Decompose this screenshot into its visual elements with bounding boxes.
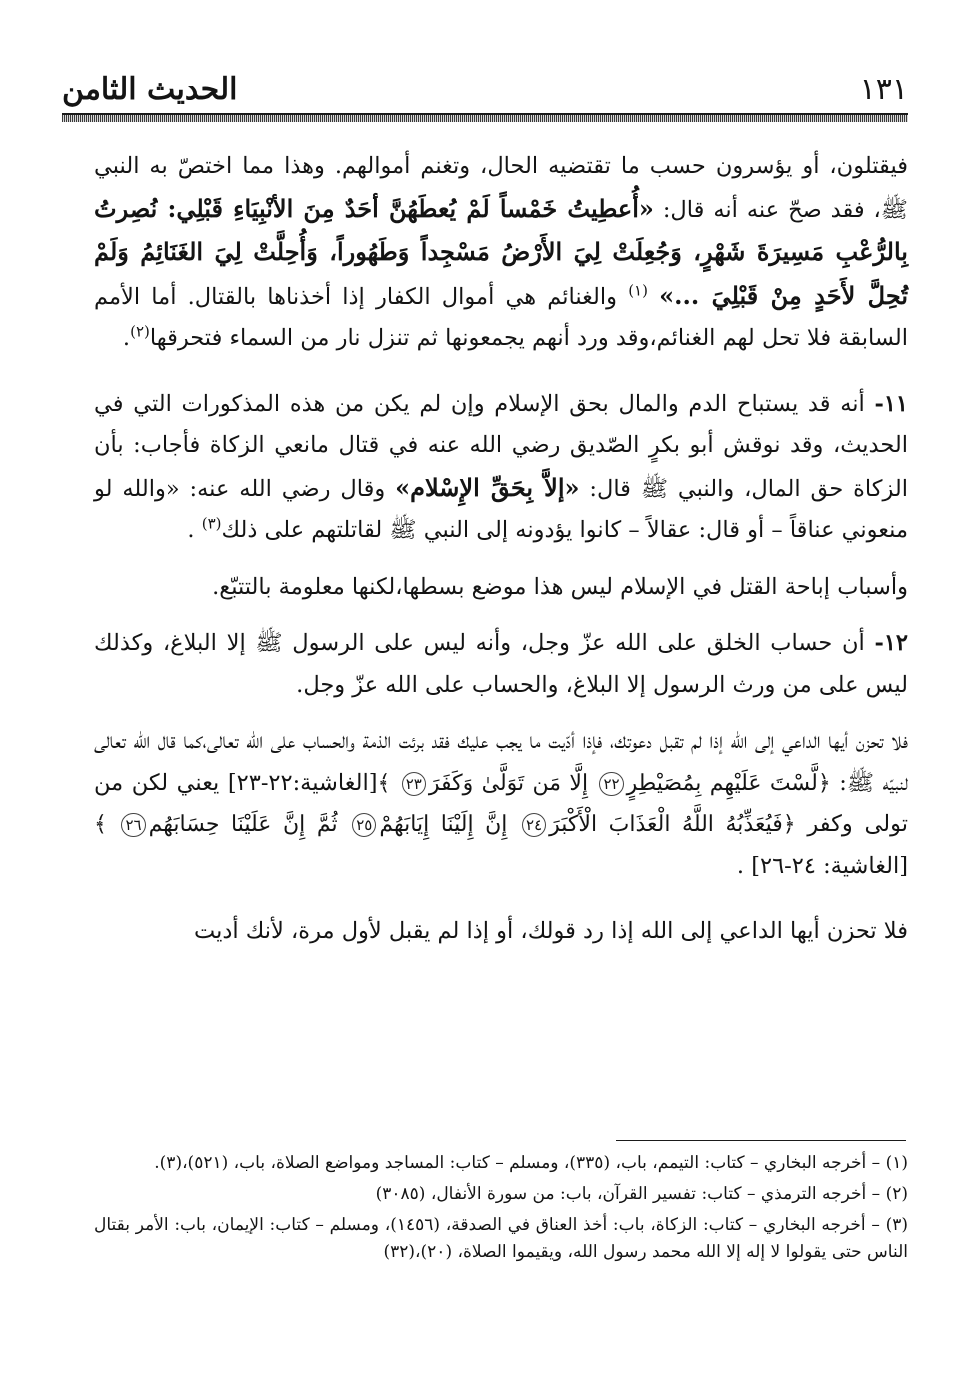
page-header: [62, 70, 908, 116]
text-run: [الغاشية: ٢٤-٢٦] .: [736, 852, 908, 879]
quran-bracket: ﴾: [377, 770, 399, 796]
ayah-number-mark: ٢٤: [522, 813, 546, 837]
paragraph-3: وأسباب إباحة القتل في الإسلام ليس هذا موضع بسطها،لكنها معلومة بالتتبّع.: [212, 573, 908, 600]
hadith-quote: «أُعطِيتُ خَمْساً لَمْ يُعطَهُنَّ أحَدٌ مِنَ الأنْبِيَاءِ قَبْلِي: نُصِرتُ بِالرُّعْبِ مَسِيرَةَ شَهْرٍ، وَجُعِلَتْ لِيَ الأَرْضُ مَسْجِداً وَطَهُوراً، وَأُحِلَّتْ لِيَ الغَنَائِمُ وَلَمْ تُحِلَّ لأَحَدٍ مِنْ قَبْلِيَ ...»: [94, 193, 909, 310]
text-run: أن حساب الخلق على الله عزّ وجل، وأنه ليس على الرسول ﷺ إلا البلاغ، وكذلك ليس على من ورث الرسول إلا البلاغ، والحساب على الله عزّ وجل.: [94, 630, 908, 698]
text-run: [الغاشية:٢٢-٢٣] يعني لكن من تولى وكفر: [94, 769, 908, 837]
footnotes: [94, 1150, 908, 1270]
footnote-3: (٣) – أخرجه البخاري – كتاب: الزكاة، باب: أخذ العناق في الصدقة، (١٤٥٦)، ومسلم – كتاب: الإيمان، باب: الأمر بقتال الناس حتى يقولوا لا إله إلا الله محمد رسول الله، ويقيموا الصلاة، (٢٠)،(٣٢): [94, 1215, 909, 1262]
paragraph-1: [94, 146, 908, 360]
quran-verse: ثُمَّ إِنَّ عَلَيْنَا حِسَابَهُم: [148, 812, 350, 837]
text-run: والغنائم هي أموال الكفار إذا أخذناها بالقتال. أما الأمم السابقة فلا تحل لهم الغنائم،وقد ورد أنهم يجمعونها ثم تنزل نار من السماء فتحرقها: [94, 283, 908, 351]
text-run: فيقتلون، أو يؤسرون حسب ما تقتضيه الحال، وتغنم أموالهم. وهذا مما اختصّ به النبي ﷺ، فقد صحّ عنه أنه قال:: [94, 153, 908, 223]
quran-bracket: ﴾: [94, 812, 119, 837]
paragraph-5: [94, 721, 908, 887]
footnote-2: (٢) – أخرجه الترمذي – كتاب: تفسير القرآن، باب: من سورة الأنفال، (٣٠٨٥): [375, 1184, 908, 1204]
header-rule: [62, 113, 908, 122]
point-number: ١٢-: [874, 630, 908, 656]
ayah-number-mark: ٢٥: [352, 813, 376, 837]
page-number: ١٣١: [859, 72, 908, 107]
text-run: فلا تحزن أيها الداعي إلى الله إذا لم تقبل دعوتك، فإذا أدّيت ما يجب عليك فقد برئت الذمة والحساب على الله تعالى،كما قال الله تعالى لنبيّه ﷺ:: [94, 728, 909, 796]
text-run: .: [187, 517, 202, 543]
running-title: الحديث الثامن: [62, 72, 238, 107]
text-run: أنه قد يستباح الدم والمال بحق الإسلام وإن لم يكن من هذه المذكورات التي في الحديث، وقد نوقش أبو بكرٍ الصّديق رضي الله عنه في قتال مانعي الزكاة فأجاب: بأن الزكاة حق المال، والنبي ﷺ قال:: [94, 390, 908, 502]
hadith-quote: «إلاَّ بِحَقِّ الإِسْلام»: [395, 472, 580, 502]
quran-verse: إِنَّ إِلَيْنَا إِيَابَهُمْ: [379, 812, 520, 837]
text-run: وقال رضي الله عنه: «والله لو منعوني عناقاً – أو قال: عقالاً – كانوا يؤدونه إلى النبي ﷺ لقاتلتهم على ذلك: [94, 475, 908, 543]
footnote-ref: (١): [628, 281, 648, 299]
quran-verse: ﴿لَّسْتَ عَلَيْهِم بِمُصَيْطِرٍ: [626, 770, 831, 796]
ayah-number-mark: ٢٦: [121, 813, 145, 837]
ayah-number-mark: ٢٣: [402, 772, 426, 796]
paragraph-4: [94, 623, 908, 706]
footnote-1: (١) – أخرجه البخاري – كتاب: التيمم، باب، (٣٣٥)، ومسلم – كتاب: المساجد ومواضع الصلاة، باب، (٥٢١)،(٣).: [154, 1153, 908, 1173]
footnote-ref: (٣): [201, 514, 222, 533]
main-text: [94, 146, 908, 968]
footnote-separator: [616, 1140, 906, 1141]
quran-verse: ﴿فَيُعَذِّبُهُ اللَّهُ الْعَذَابَ الْأَكْبَرَ: [549, 812, 796, 837]
ayah-number-mark: ٢٢: [599, 772, 623, 796]
paragraph-2: [94, 384, 908, 552]
paragraph-6: فلا تحزن أيها الداعي إلى الله إذا رد قولك، أو إذا لم يقبل لأول مرة، لأنك أديت: [194, 918, 908, 944]
text-run: .: [122, 325, 131, 351]
point-number: ١١-: [874, 390, 908, 417]
footnote-ref: (٢): [130, 322, 150, 341]
quran-verse: إِلَّا مَن تَوَلَّىٰ وَكَفَرَ: [428, 770, 597, 796]
